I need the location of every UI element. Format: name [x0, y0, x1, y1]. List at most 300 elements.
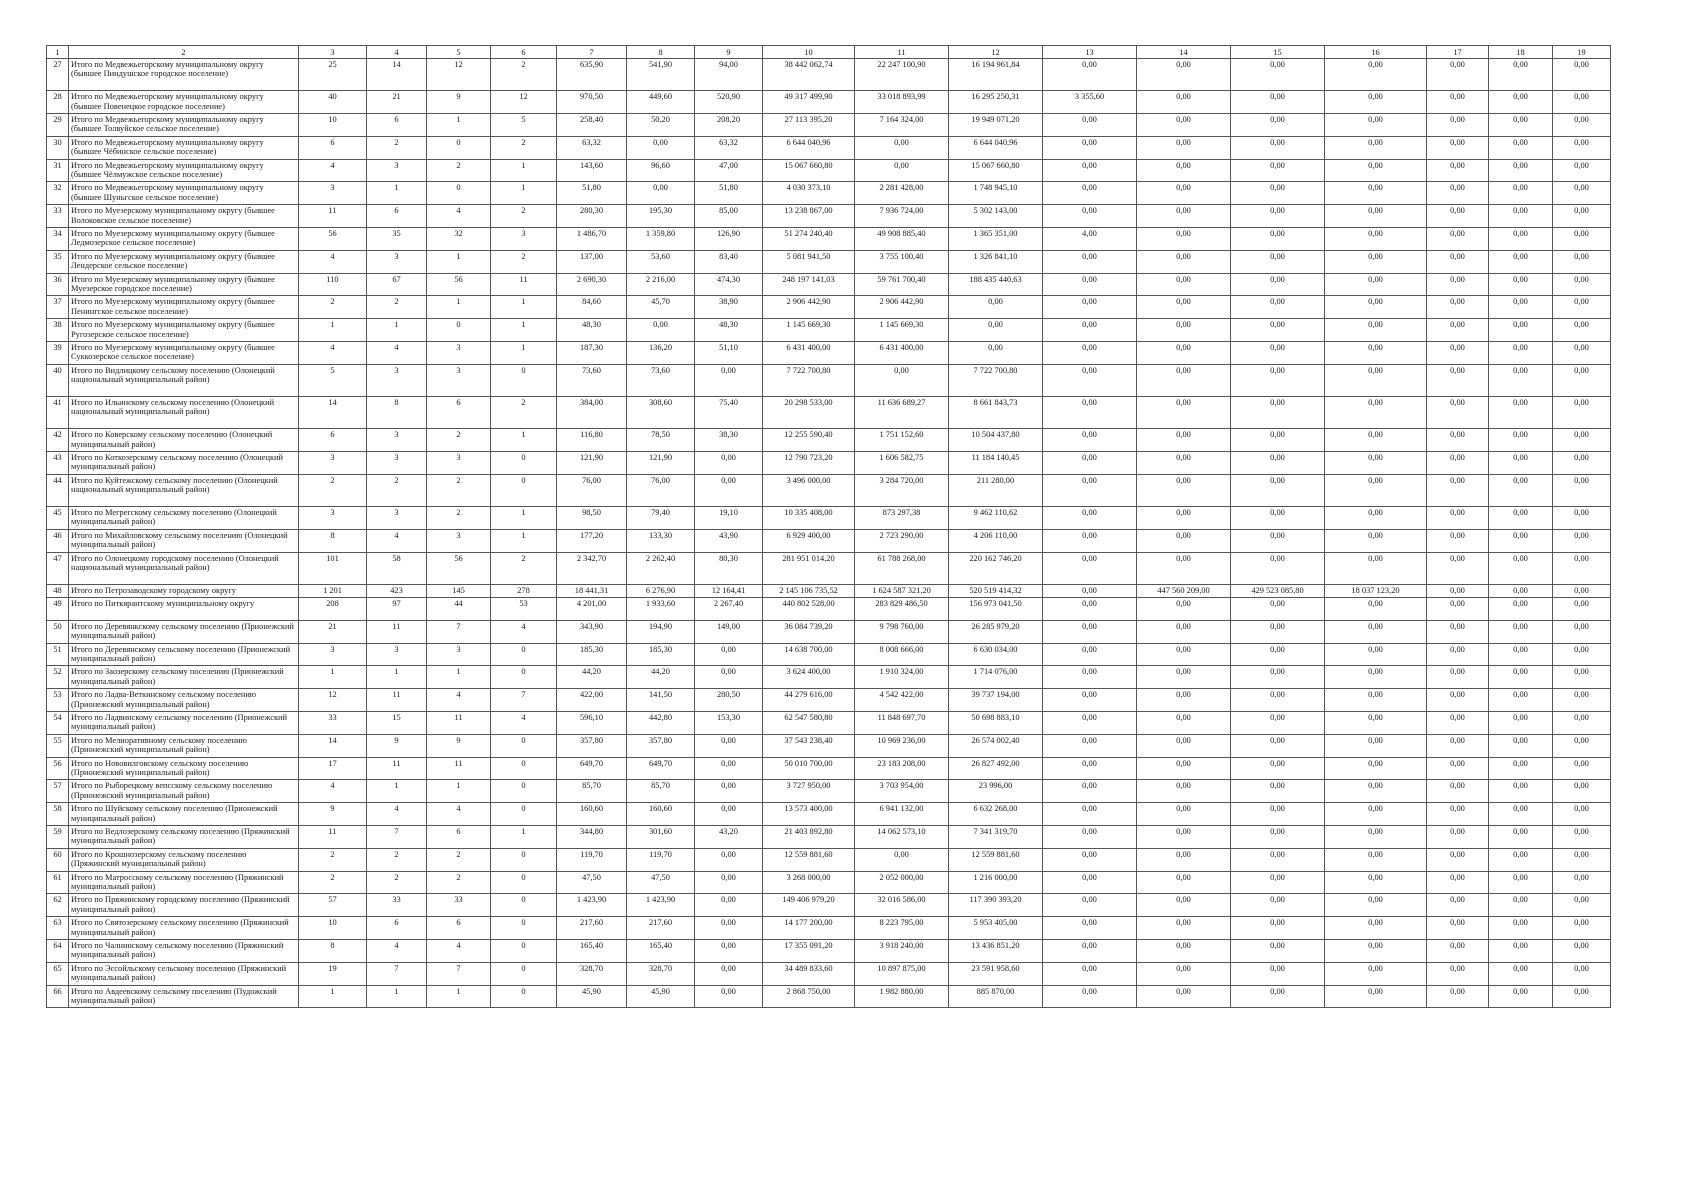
row-name: Итого по Нововилговскому сельскому поселению (Прионежский муниципальный район): [69, 757, 299, 780]
row-value: 13 436 851,20: [949, 940, 1043, 963]
row-value: 32: [427, 227, 491, 250]
row-name: Итого по Муезерскому муниципальному округу (бывшее Пенингское сельское поселение): [69, 296, 299, 319]
row-value: 2: [427, 506, 491, 529]
table-row: [47, 826, 1611, 849]
row-value: 423: [367, 584, 427, 597]
row-value: 0,00: [855, 136, 949, 159]
row-value: 0,00: [1231, 871, 1325, 894]
row-value: 3: [427, 364, 491, 396]
row-value: 0,00: [1489, 59, 1553, 91]
row-value: 0,00: [1427, 227, 1489, 250]
table-row: [47, 848, 1611, 871]
row-number: 55: [47, 734, 69, 757]
row-value: 9 798 760,00: [855, 620, 949, 643]
row-value: 0,00: [1231, 689, 1325, 712]
row-value: 3 703 954,00: [855, 780, 949, 803]
row-value: 1: [491, 506, 557, 529]
row-value: 23 591 958,60: [949, 962, 1043, 985]
row-value: 0,00: [1325, 227, 1427, 250]
row-value: 0,00: [1427, 985, 1489, 1008]
row-number: 54: [47, 712, 69, 735]
row-value: 44,20: [627, 666, 695, 689]
row-value: 23 183 208,00: [855, 757, 949, 780]
row-value: 429 523 085,80: [1231, 584, 1325, 597]
row-value: 11: [367, 689, 427, 712]
row-value: 0,00: [1137, 917, 1231, 940]
row-value: 32 016 586,00: [855, 894, 949, 917]
row-value: 0,00: [1043, 506, 1137, 529]
table-row: [47, 474, 1611, 506]
row-value: 0,00: [1043, 803, 1137, 826]
row-value: 0,00: [695, 364, 763, 396]
row-value: 14 638 700,00: [763, 643, 855, 666]
row-value: 7: [427, 620, 491, 643]
header-cell: 7: [557, 46, 627, 59]
row-number: 53: [47, 689, 69, 712]
row-value: 0,00: [1043, 205, 1137, 228]
row-value: 26 827 492,00: [949, 757, 1043, 780]
row-value: 0,00: [1325, 364, 1427, 396]
row-value: 4: [299, 250, 367, 273]
row-value: 156 973 041,50: [949, 598, 1043, 621]
row-value: 3 355,60: [1043, 91, 1137, 114]
table-row: [47, 894, 1611, 917]
row-value: 4: [491, 712, 557, 735]
row-value: 2: [367, 296, 427, 319]
row-value: 0,00: [1137, 182, 1231, 205]
row-value: 0,00: [627, 319, 695, 342]
row-value: 2 342,70: [557, 552, 627, 584]
row-value: 0,00: [1325, 689, 1427, 712]
row-value: 0: [491, 364, 557, 396]
row-value: 0,00: [1043, 273, 1137, 296]
row-value: 0,00: [1325, 848, 1427, 871]
row-value: 0,00: [1489, 712, 1553, 735]
row-value: 85,70: [557, 780, 627, 803]
row-value: 49 317 499,90: [763, 91, 855, 114]
row-value: 1: [491, 296, 557, 319]
row-value: 34 489 833,60: [763, 962, 855, 985]
row-value: 0,00: [1137, 598, 1231, 621]
row-value: 0,00: [1043, 159, 1137, 182]
row-value: 0,00: [1137, 871, 1231, 894]
header-cell: 8: [627, 46, 695, 59]
row-value: 0,00: [1553, 985, 1611, 1008]
row-value: 440 802 528,00: [763, 598, 855, 621]
row-value: 11: [299, 826, 367, 849]
row-value: 4: [427, 205, 491, 228]
header-cell: 15: [1231, 46, 1325, 59]
row-value: 520,90: [695, 91, 763, 114]
row-value: 0,00: [1043, 341, 1137, 364]
row-number: 36: [47, 273, 69, 296]
row-value: 0,00: [1325, 396, 1427, 428]
row-value: 56: [299, 227, 367, 250]
row-value: 19,10: [695, 506, 763, 529]
row-value: 278: [491, 584, 557, 597]
row-value: 0: [491, 757, 557, 780]
row-value: 5 953 405,00: [949, 917, 1043, 940]
row-value: 0,00: [627, 136, 695, 159]
row-value: 10 504 437,80: [949, 429, 1043, 452]
row-value: 0,00: [1325, 273, 1427, 296]
table-row: [47, 182, 1611, 205]
row-value: 0: [491, 848, 557, 871]
row-value: 0,00: [695, 985, 763, 1008]
row-value: 185,30: [557, 643, 627, 666]
row-value: 2: [491, 396, 557, 428]
row-value: 0,00: [1427, 159, 1489, 182]
row-value: 2: [299, 296, 367, 319]
row-value: 3: [427, 341, 491, 364]
row-name: Итого по Заозерскому сельскому поселению (Прионежский муниципальный район): [69, 666, 299, 689]
row-value: 44,20: [557, 666, 627, 689]
row-value: 0,00: [1231, 159, 1325, 182]
row-value: 0,00: [1231, 250, 1325, 273]
row-value: 0,00: [1489, 364, 1553, 396]
row-value: 0,00: [1043, 620, 1137, 643]
row-value: 133,30: [627, 529, 695, 552]
row-value: 21: [299, 620, 367, 643]
table-row: [47, 341, 1611, 364]
row-value: 3 496 000,00: [763, 474, 855, 506]
row-value: 1: [299, 666, 367, 689]
row-value: 0,00: [1489, 205, 1553, 228]
row-value: 0,00: [1043, 962, 1137, 985]
row-value: 0,00: [1489, 894, 1553, 917]
row-value: 6 929 400,00: [763, 529, 855, 552]
table-row: [47, 871, 1611, 894]
row-name: Итого по Медвежьегорскому муниципальному округу (бывшее Шуньгское сельское поселение): [69, 182, 299, 205]
row-value: 0,00: [1553, 396, 1611, 428]
row-value: 51,80: [695, 182, 763, 205]
row-value: 37 543 238,40: [763, 734, 855, 757]
row-value: 12: [427, 59, 491, 91]
row-name: Итого по Куйтежскому сельскому поселению (Олонецкий национальный муниципальный район): [69, 474, 299, 506]
row-value: 0,00: [1325, 598, 1427, 621]
row-value: 0,00: [1231, 757, 1325, 780]
row-value: 0,00: [1553, 59, 1611, 91]
row-value: 0,00: [1489, 250, 1553, 273]
row-value: 2: [427, 848, 491, 871]
row-name: Итого по Медвежьегорскому муниципальному округу (бывшее Повенецкое городское поселение): [69, 91, 299, 114]
row-value: 2: [491, 59, 557, 91]
row-value: 5: [299, 364, 367, 396]
row-value: 0,00: [695, 666, 763, 689]
row-value: 0,00: [1553, 113, 1611, 136]
row-value: 0,00: [1427, 734, 1489, 757]
row-value: 0,00: [1553, 620, 1611, 643]
table-row: [47, 429, 1611, 452]
row-value: 7: [427, 962, 491, 985]
table-row: [47, 734, 1611, 757]
row-value: 0,00: [1427, 643, 1489, 666]
row-value: 0,00: [1043, 584, 1137, 597]
row-value: 0,00: [1427, 529, 1489, 552]
row-value: 0,00: [1489, 871, 1553, 894]
row-name: Итого по Медвежьегорскому муниципальному округу (бывшее Чёбинское сельское поселение): [69, 136, 299, 159]
row-value: 13 573 400,00: [763, 803, 855, 826]
row-value: 0,00: [1043, 826, 1137, 849]
row-value: 76,00: [557, 474, 627, 506]
row-value: 0,00: [1231, 341, 1325, 364]
table-row: [47, 712, 1611, 735]
row-value: 0,00: [1427, 396, 1489, 428]
row-value: 0,00: [1489, 848, 1553, 871]
row-value: 0,00: [695, 917, 763, 940]
row-value: 0,00: [695, 734, 763, 757]
row-number: 50: [47, 620, 69, 643]
row-value: 258,40: [557, 113, 627, 136]
row-value: 0: [491, 666, 557, 689]
row-value: 3 624 400,00: [763, 666, 855, 689]
row-value: 6: [427, 917, 491, 940]
row-value: 0,00: [1325, 474, 1427, 506]
row-value: 0,00: [1231, 205, 1325, 228]
row-value: 6: [299, 136, 367, 159]
row-value: 0,00: [1427, 182, 1489, 205]
row-value: 2 267,40: [695, 598, 763, 621]
row-value: 12 255 590,40: [763, 429, 855, 452]
row-value: 0,00: [949, 319, 1043, 342]
row-value: 344,80: [557, 826, 627, 849]
header-cell: 2: [69, 46, 299, 59]
row-value: 83,40: [695, 250, 763, 273]
row-value: 0,00: [949, 296, 1043, 319]
table-row: [47, 598, 1611, 621]
row-value: 1 423,90: [627, 894, 695, 917]
row-value: 0,00: [1427, 917, 1489, 940]
row-value: 7: [367, 826, 427, 849]
row-value: 9 462 110,62: [949, 506, 1043, 529]
row-value: 0,00: [1231, 364, 1325, 396]
row-value: 4: [367, 803, 427, 826]
row-value: 873 297,38: [855, 506, 949, 529]
table-row: [47, 584, 1611, 597]
row-value: 3: [367, 429, 427, 452]
row-value: 0,00: [1553, 364, 1611, 396]
row-value: 0,00: [695, 780, 763, 803]
row-value: 2: [367, 474, 427, 506]
row-value: 1: [367, 985, 427, 1008]
row-value: 0,00: [1043, 780, 1137, 803]
row-value: 0,00: [1137, 940, 1231, 963]
row-value: 0,00: [1231, 474, 1325, 506]
table-row: [47, 91, 1611, 114]
row-name: Итого по Муезерскому муниципальному округу (бывшее Ледмозерское сельское поселение): [69, 227, 299, 250]
row-value: 0,00: [1231, 712, 1325, 735]
row-value: 58: [367, 552, 427, 584]
row-value: 280,30: [557, 205, 627, 228]
row-value: 73,60: [627, 364, 695, 396]
row-value: 0: [491, 871, 557, 894]
row-value: 0,00: [1137, 59, 1231, 91]
row-value: 0,00: [1489, 159, 1553, 182]
row-number: 62: [47, 894, 69, 917]
row-name: Итого по Чалнинскому сельскому поселению (Пряжинский муниципальный район): [69, 940, 299, 963]
row-value: 0,00: [1427, 552, 1489, 584]
row-value: 0,00: [1553, 273, 1611, 296]
row-value: 0,00: [695, 962, 763, 985]
row-value: 0,00: [1325, 319, 1427, 342]
row-value: 0,00: [1137, 962, 1231, 985]
table-row: [47, 803, 1611, 826]
row-value: 0,00: [1043, 940, 1137, 963]
row-value: 3 918 240,00: [855, 940, 949, 963]
row-value: 357,80: [627, 734, 695, 757]
row-value: 85,00: [695, 205, 763, 228]
row-value: 11: [427, 712, 491, 735]
row-value: 26 574 002,40: [949, 734, 1043, 757]
row-value: 0,00: [1427, 757, 1489, 780]
row-value: 3: [427, 451, 491, 474]
row-value: 0,00: [1231, 962, 1325, 985]
row-value: 0,00: [1043, 429, 1137, 452]
row-value: 211 280,00: [949, 474, 1043, 506]
row-value: 0,00: [1137, 113, 1231, 136]
row-value: 0,00: [1043, 734, 1137, 757]
row-value: 0,00: [1043, 871, 1137, 894]
row-value: 38,90: [695, 296, 763, 319]
row-value: 0,00: [1231, 227, 1325, 250]
row-value: 0,00: [1325, 620, 1427, 643]
row-value: 15: [367, 712, 427, 735]
row-value: 0: [491, 894, 557, 917]
row-value: 2: [491, 250, 557, 273]
row-value: 12 559 881,60: [763, 848, 855, 871]
row-value: 0,00: [1231, 396, 1325, 428]
row-number: 42: [47, 429, 69, 452]
row-value: 4: [299, 780, 367, 803]
row-name: Итого по Петрозаводскому городскому округу: [69, 584, 299, 597]
row-value: 6: [427, 826, 491, 849]
row-value: 541,90: [627, 59, 695, 91]
header-cell: 1: [47, 46, 69, 59]
row-value: 1: [367, 319, 427, 342]
row-value: 75,40: [695, 396, 763, 428]
header-cell: 9: [695, 46, 763, 59]
row-value: 0,00: [1043, 643, 1137, 666]
row-value: 11 636 689,27: [855, 396, 949, 428]
row-value: 38 442 062,74: [763, 59, 855, 91]
row-value: 1: [299, 985, 367, 1008]
table-row: [47, 506, 1611, 529]
row-value: 0,00: [1489, 529, 1553, 552]
row-value: 0,00: [1325, 940, 1427, 963]
table-row: [47, 296, 1611, 319]
row-value: 14 177 200,00: [763, 917, 855, 940]
row-value: 0,00: [1553, 848, 1611, 871]
row-value: 635,90: [557, 59, 627, 91]
row-value: 51,80: [557, 182, 627, 205]
row-value: 0,00: [1231, 940, 1325, 963]
row-value: 0,00: [1325, 803, 1427, 826]
header-cell: 17: [1427, 46, 1489, 59]
row-value: 0,00: [1553, 319, 1611, 342]
row-value: 1 748 945,10: [949, 182, 1043, 205]
row-value: 6 644 040,96: [763, 136, 855, 159]
row-value: 0,00: [1427, 429, 1489, 452]
row-value: 19 949 071,20: [949, 113, 1043, 136]
row-value: 94,00: [695, 59, 763, 91]
table-row: [47, 113, 1611, 136]
row-value: 12 790 723,20: [763, 451, 855, 474]
row-value: 0,00: [1043, 59, 1137, 91]
header-cell: 18: [1489, 46, 1553, 59]
row-value: 12 164,41: [695, 584, 763, 597]
row-value: 3: [367, 506, 427, 529]
row-number: 38: [47, 319, 69, 342]
row-value: 0,00: [1137, 296, 1231, 319]
row-value: 143,60: [557, 159, 627, 182]
row-value: 0,00: [1325, 250, 1427, 273]
row-value: 283 829 486,50: [855, 598, 949, 621]
row-value: 49 908 885,40: [855, 227, 949, 250]
row-value: 1: [427, 250, 491, 273]
row-value: 13 238 867,00: [763, 205, 855, 228]
row-value: 10 335 408,00: [763, 506, 855, 529]
row-value: 6 431 400,00: [763, 341, 855, 364]
row-value: 0,00: [1489, 780, 1553, 803]
row-value: 57: [299, 894, 367, 917]
row-value: 3 727 950,00: [763, 780, 855, 803]
row-name: Итого по Ильинскому сельскому поселению (Олонецкий национальный муниципальный район): [69, 396, 299, 428]
row-value: 8 661 843,73: [949, 396, 1043, 428]
row-value: 0,00: [1137, 227, 1231, 250]
row-name: Итого по Деревянскому сельскому поселению (Прионежский муниципальный район): [69, 643, 299, 666]
row-value: 0,00: [1427, 803, 1489, 826]
row-value: 8 008 666,00: [855, 643, 949, 666]
row-value: 0,00: [1489, 396, 1553, 428]
row-value: 0,00: [1553, 529, 1611, 552]
row-value: 0,00: [1325, 917, 1427, 940]
row-value: 0,00: [1489, 803, 1553, 826]
row-value: 2 052 000,00: [855, 871, 949, 894]
row-number: 45: [47, 506, 69, 529]
row-value: 0: [491, 985, 557, 1008]
row-value: 11: [367, 620, 427, 643]
row-value: 7 722 700,80: [763, 364, 855, 396]
row-value: 0,00: [1553, 734, 1611, 757]
row-value: 0,00: [1231, 451, 1325, 474]
row-value: 0,00: [1137, 273, 1231, 296]
row-value: 0: [491, 734, 557, 757]
row-value: 0,00: [695, 474, 763, 506]
row-value: 61 788 268,00: [855, 552, 949, 584]
row-value: 44: [427, 598, 491, 621]
row-value: 0,00: [855, 364, 949, 396]
row-value: 0,00: [1427, 689, 1489, 712]
row-value: 3: [427, 529, 491, 552]
row-value: 0,00: [1325, 962, 1427, 985]
row-number: 40: [47, 364, 69, 396]
row-number: 29: [47, 113, 69, 136]
row-value: 6 632 268,00: [949, 803, 1043, 826]
row-number: 27: [47, 59, 69, 91]
row-value: 12: [299, 689, 367, 712]
row-value: 3 268 000,00: [763, 871, 855, 894]
row-value: 4: [367, 940, 427, 963]
row-value: 0,00: [1489, 91, 1553, 114]
row-value: 0,00: [1325, 59, 1427, 91]
row-value: 0,00: [1137, 91, 1231, 114]
row-value: 0,00: [1489, 962, 1553, 985]
row-value: 0,00: [1427, 341, 1489, 364]
row-name: Итого по Коткозерскому сельскому поселению (Олонецкий муниципальный район): [69, 451, 299, 474]
table-row: [47, 396, 1611, 428]
row-value: 0,00: [1553, 894, 1611, 917]
row-value: 0,00: [1427, 113, 1489, 136]
